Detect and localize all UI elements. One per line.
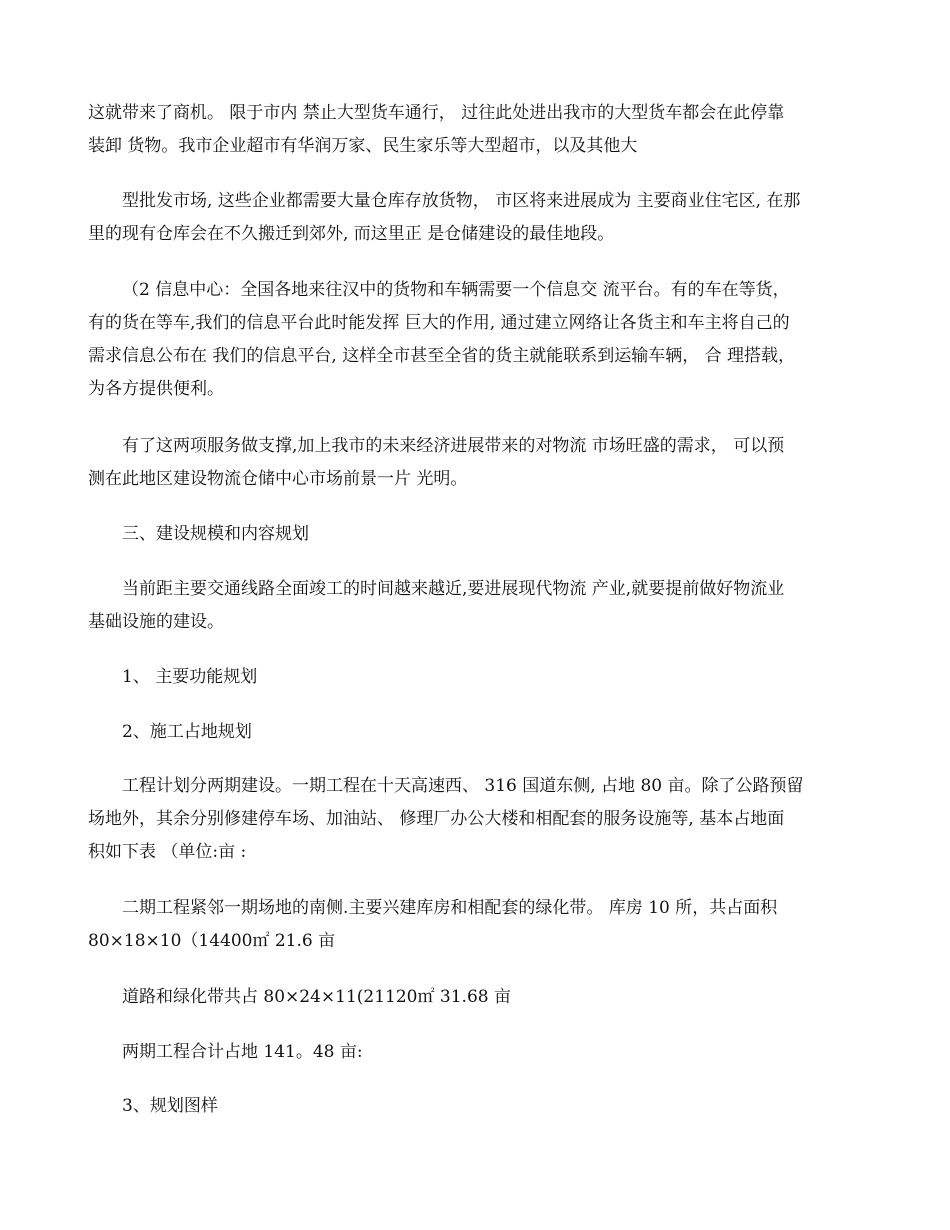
paragraph-market-outlook [88,430,868,496]
heading-line: 三、建设规模和内容规划 [122,524,309,544]
text-line: 型批发市场, 这些企业都需要大量仓库存放货物， 市区将来进展成为 主要商业住宅区, 在那 [122,191,801,211]
subheading-plan-drawing [88,1090,868,1123]
heading-line: 3、规划图样 [122,1096,218,1116]
text-line: 有了这两项服务做支撑,加上我市的未来经济进展带来的对物流 市场旺盛的需求， 可以预 [122,436,785,456]
heading-line: 2、施工占地规划 [122,722,252,742]
paragraph-infrastructure [88,573,868,639]
text-line: 有的货在等车,我们的信息平台此时能发挥 巨大的作用, 通过建立网络让各货主和车主将自己的 [88,313,790,333]
heading-line: 1、 主要功能规划 [122,667,258,687]
text-line: 80×18×10（14400㎡ 21.6 亩 [88,931,336,951]
text-line: 工程计划分两期建设。一期工程在十天高速西、 316 国道东侧, 占地 80 亩。除了公路预留 [122,776,804,796]
text-line: 基础设施的建设。 [88,612,224,632]
text-line: 为各方提供便利。 [88,379,224,399]
text-line: 测在此地区建设物流仓储中心市场前景一片 光明。 [88,469,468,489]
paragraph-total-area [88,1036,868,1069]
text-line: 道路和绿化带共占 80×24×11(21120㎡ 31.68 亩 [122,987,511,1007]
text-line: 里的现有仓库会在不久搬迁到郊外, 而这里正 是仓储建设的最佳地段。 [88,224,615,244]
text-line: 当前距主要交通线路全面竣工的时间越来越近,要进展现代物流 产业,就要提前做好物流业 [122,579,785,599]
paragraph-business-opportunity [88,97,868,163]
paragraph-information-center [88,274,868,406]
text-line: 装卸 货物。我市企业超市有华润万家、民生家乐等大型超市，以及其他大 [88,136,638,156]
text-line: 需求信息公布在 我们的信息平台, 这样全市甚至全省的货主就能联系到运输车辆， 合 理搭载， [88,346,796,366]
text-line: 场地外，其余分别修建停车场、加油站、 修理厂办公大楼和相配套的服务设施等, 基本占地面 [88,809,785,829]
text-line: 这就带来了商机。 限于市内 禁止大型货车通行， 过往此处进出我市的大型货车都会在此停靠 [88,103,785,123]
subheading-land-use [88,716,868,749]
text-line: （2 信息中心：全国各地来往汉中的货物和车辆需要一个信息交 流平台。有的车在等货， [122,280,790,300]
text-line: 两期工程合计占地 141。48 亩: [122,1042,363,1062]
paragraph-wholesale-market [88,185,868,251]
paragraph-roads-greenbelt [88,981,868,1014]
text-line: 二期工程紧邻一期场地的南侧.主要兴建库房和相配套的绿化带。 库房 10 所，共占面积 [122,898,778,918]
text-line: 积如下表 （单位:亩 : [88,842,247,862]
section-heading-construction-scale [88,518,868,551]
subheading-main-functions [88,661,868,694]
paragraph-phase-one [88,770,868,869]
paragraph-phase-two [88,892,868,958]
